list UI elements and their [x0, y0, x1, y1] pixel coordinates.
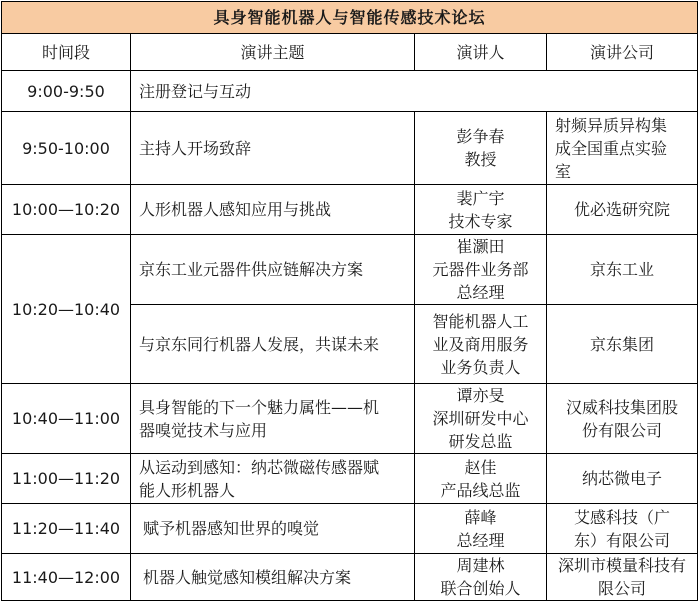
time-cell: 11:20—11:40 — [2, 504, 131, 554]
table-row — [2, 454, 698, 504]
topic-cell: 人形机器人感知应用与挑战 — [131, 185, 415, 235]
company-cell: 汉威科技集团股 份有限公司 — [547, 384, 698, 454]
company-cell: 射频异质异构集 成全国重点实验 室 — [547, 112, 698, 185]
speaker-role: 业务负责人 — [440, 357, 521, 377]
speaker-name: 裴广宇 — [456, 188, 505, 208]
speaker-name: 薛峰 — [464, 507, 497, 527]
speaker-role: 总经理 — [456, 530, 505, 550]
speaker-name: 彭争春 — [456, 127, 505, 146]
speaker-cell — [415, 504, 547, 554]
topic-cell: 注册登记与互动 — [131, 71, 698, 112]
header-time: 时间段 — [2, 34, 131, 71]
company-cell: 深圳市模量科技有 限公司 — [547, 554, 698, 601]
company-cell: 京东集团 — [547, 305, 698, 384]
topic-cell: 具身智能的下一个魅力属性——机 器嗅觉技术与应用 — [131, 384, 415, 454]
speaker-cell — [415, 554, 547, 601]
speaker-cell — [415, 305, 547, 384]
speaker-cell — [415, 112, 547, 185]
time-cell: 11:40—12:00 — [2, 554, 131, 601]
speaker-role: 智能机器人工 — [432, 311, 529, 331]
speaker-name: 赵佳 — [464, 457, 497, 477]
speaker-role: 元器件业务部 — [432, 260, 529, 279]
speaker-cell — [415, 235, 547, 305]
header-row — [2, 34, 698, 71]
table-row — [2, 504, 698, 554]
speaker-role: 研发总监 — [448, 432, 513, 451]
speaker-name: 谭亦旻 — [456, 386, 505, 405]
table-row — [2, 235, 698, 305]
page-title: 具身智能机器人与智能传感技术论坛 — [2, 2, 698, 34]
speaker-role: 业及商用服务 — [432, 334, 529, 354]
company-cell: 纳芯微电子 — [547, 454, 698, 504]
header-company: 演讲公司 — [547, 34, 698, 71]
title-row — [2, 2, 698, 34]
topic-cell: 与京东同行机器人发展，共谋未来 — [131, 305, 415, 384]
time-cell: 10:00—10:20 — [2, 185, 131, 235]
table-row — [2, 554, 698, 601]
speaker-name: 周建林 — [456, 556, 505, 575]
company-cell: 京东工业 — [547, 235, 698, 305]
time-cell: 10:20—10:40 — [2, 235, 131, 384]
time-cell: 11:00—11:20 — [2, 454, 131, 504]
topic-cell: 主持人开场致辞 — [131, 112, 415, 185]
header-speaker: 演讲人 — [415, 34, 547, 71]
speaker-role: 产品线总监 — [440, 480, 521, 500]
topic-cell: 从运动到感知：纳芯微磁传感器赋 能人形机器人 — [131, 454, 415, 504]
topic-cell: 赋予机器感知世界的嗅觉 — [131, 504, 415, 554]
table-row — [2, 185, 698, 235]
company-cell: 优必选研究院 — [547, 185, 698, 235]
table-row — [2, 384, 698, 454]
speaker-role: 教授 — [464, 150, 497, 169]
speaker-cell — [415, 185, 547, 235]
speaker-name: 崔灏田 — [456, 237, 505, 256]
topic-cell: 京东工业元器件供应链解决方案 — [131, 235, 415, 305]
time-cell: 10:40—11:00 — [2, 384, 131, 454]
speaker-role: 技术专家 — [448, 211, 513, 231]
topic-cell: 机器人触觉感知模组解决方案 — [131, 554, 415, 601]
time-cell: 9:00-9:50 — [2, 71, 131, 112]
speaker-role: 总经理 — [456, 283, 505, 302]
speaker-cell — [415, 384, 547, 454]
speaker-role: 深圳研发中心 — [432, 409, 529, 428]
company-cell: 艾感科技（广 东）有限公司 — [547, 504, 698, 554]
speaker-role: 联合创始人 — [440, 579, 521, 598]
table-row — [2, 112, 698, 185]
time-cell: 9:50-10:00 — [2, 112, 131, 185]
table-row — [2, 71, 698, 112]
schedule-table — [1, 1, 698, 601]
speaker-cell — [415, 454, 547, 504]
header-topic: 演讲主题 — [131, 34, 415, 71]
forum-schedule — [1, 1, 697, 613]
